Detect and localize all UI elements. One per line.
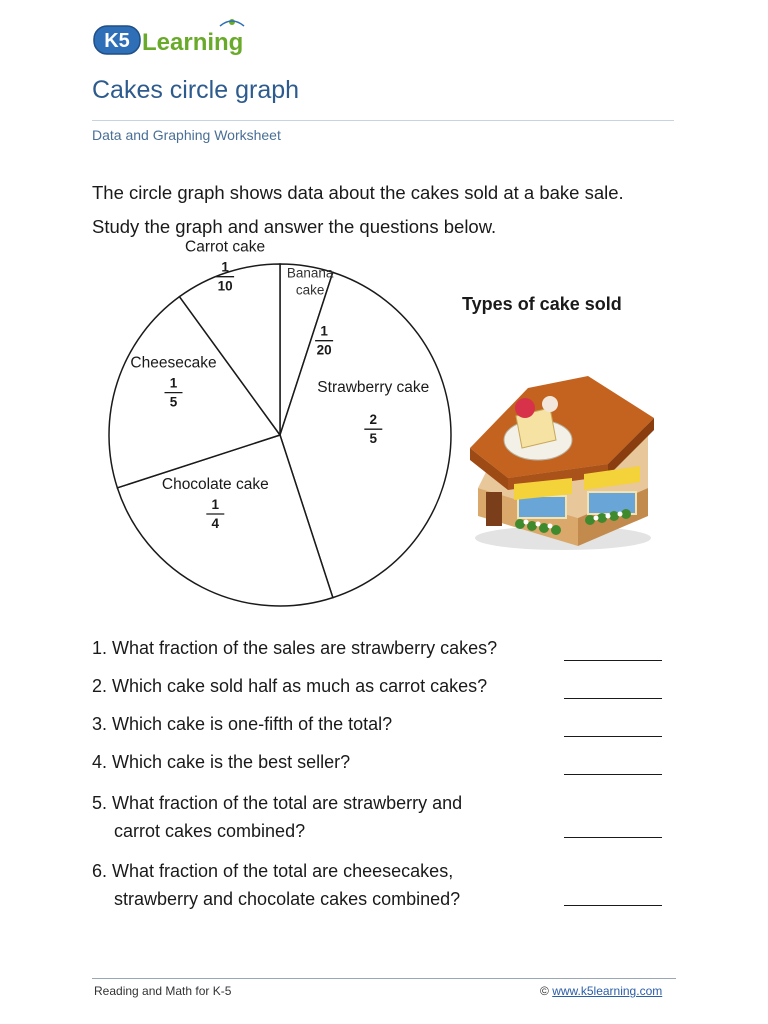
- answer-blank-5[interactable]: [564, 837, 662, 838]
- slice-label-carrot-cake: Carrot cake: [185, 238, 266, 256]
- slice-fraction-denominator-carrot-cake: 10: [217, 278, 233, 294]
- question-5-line-2: carrot cakes combined?: [114, 821, 306, 841]
- question-6-line-1: 6. What fraction of the total are cheesecakes,: [92, 861, 454, 881]
- k5-learning-logo[interactable]: [92, 16, 262, 60]
- footer-divider: [92, 978, 676, 979]
- question-1-text: 1. What fraction of the sales are strawberry cakes?: [92, 638, 498, 658]
- cake-pie-chart: [100, 238, 460, 615]
- slice-fraction-numerator-banana-cake: 1: [320, 323, 328, 339]
- intro-text: [92, 176, 624, 244]
- page-subtitle: Data and Graphing Worksheet: [92, 127, 281, 143]
- slice-fraction-numerator-cheesecake: 1: [169, 375, 178, 391]
- question-2-text: 2. Which cake sold half as much as carrot cakes?: [92, 676, 488, 696]
- intro-line-2: Study the graph and answer the questions below.: [92, 216, 497, 237]
- question-2: [92, 676, 487, 697]
- answer-blank-4[interactable]: [564, 774, 662, 775]
- website-link[interactable]: www.k5learning.com: [552, 984, 663, 998]
- question-3: [92, 714, 392, 735]
- chart-title: Types of cake sold: [462, 294, 622, 314]
- slice-fraction-denominator-strawberry-cake: 5: [369, 431, 378, 447]
- slice-label-banana-cake: Banana: [286, 265, 334, 281]
- slice-label-strawberry-cake: Strawberry cake: [317, 379, 430, 397]
- answer-blank-2[interactable]: [564, 698, 662, 699]
- svg-text:Learning: Learning: [142, 29, 244, 56]
- answer-blank-6[interactable]: [564, 905, 662, 906]
- question-4-text: 4. Which cake is the best seller?: [92, 752, 351, 772]
- question-6: [92, 857, 460, 913]
- question-6-line-2: strawberry and chocolate cakes combined?: [114, 889, 461, 909]
- slice-fraction-numerator-chocolate-cake: 1: [211, 497, 220, 512]
- slice-fraction-denominator-cheesecake: 5: [169, 394, 178, 410]
- question-1: [92, 638, 497, 659]
- footer-tagline: Reading and Math for K-5: [94, 984, 232, 998]
- slice-label-chocolate-cake: Chocolate cake: [161, 476, 269, 493]
- question-5: [92, 789, 462, 845]
- svg-text:K5: K5: [104, 30, 130, 52]
- question-4: [92, 752, 350, 773]
- question-5-line-1: 5. What fraction of the total are strawberry and: [92, 793, 463, 813]
- slice-label-banana-cake: cake: [295, 282, 325, 298]
- answer-blank-3[interactable]: [564, 736, 662, 737]
- header-divider: [92, 120, 674, 121]
- bakery-illustration: [468, 368, 658, 554]
- slice-fraction-denominator-chocolate-cake: 4: [211, 516, 220, 531]
- footer-copyright: [540, 984, 662, 998]
- copyright-symbol: ©: [540, 984, 549, 998]
- page-title: Cakes circle graph: [92, 76, 300, 104]
- slice-label-cheesecake: Cheesecake: [130, 354, 217, 372]
- answer-blank-1[interactable]: [564, 660, 662, 661]
- slice-fraction-numerator-strawberry-cake: 2: [369, 412, 378, 428]
- slice-fraction-numerator-carrot-cake: 1: [221, 259, 229, 275]
- question-3-text: 3. Which cake is one-fifth of the total?: [92, 714, 393, 734]
- slice-fraction-denominator-banana-cake: 20: [316, 342, 332, 358]
- intro-line-1: The circle graph shows data about the cakes sold at a bake sale.: [92, 182, 624, 203]
